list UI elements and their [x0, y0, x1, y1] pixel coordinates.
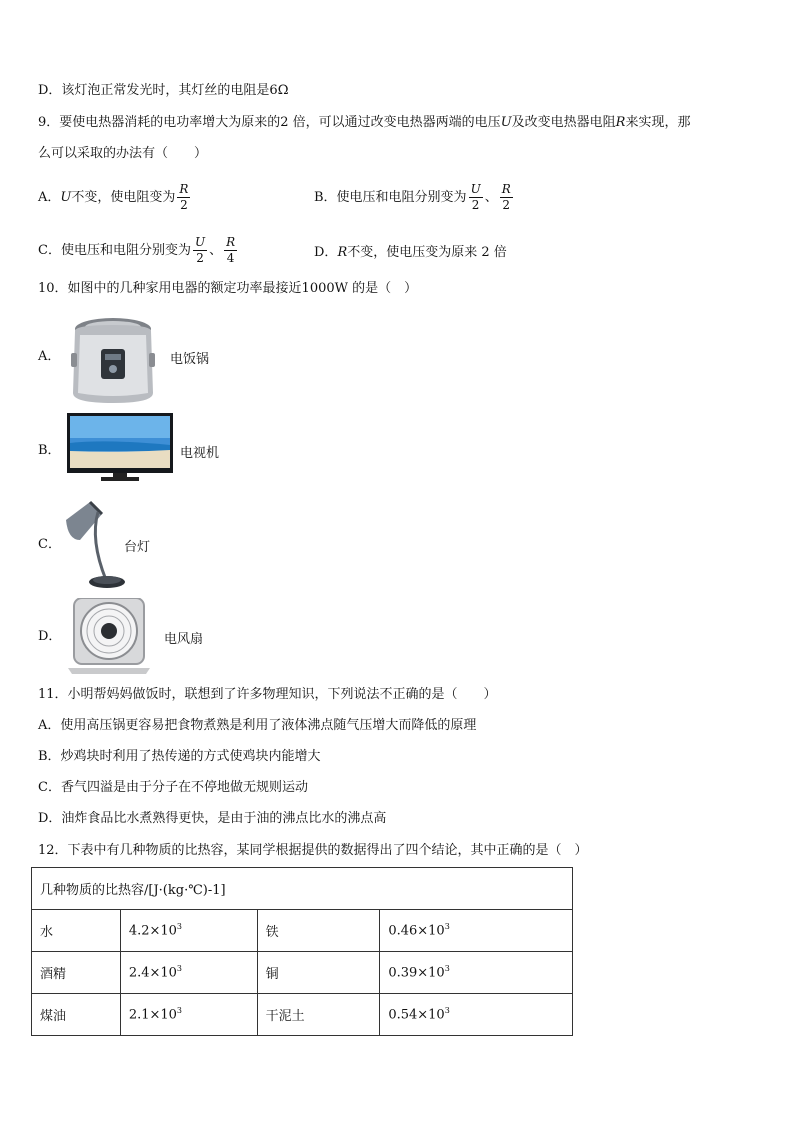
table-cell-material: 酒精 — [32, 952, 121, 994]
q9-option-d-text: 不变，使电压变为原来 2 倍 — [347, 245, 507, 260]
table-cell-material: 铜 — [257, 952, 380, 994]
table-cell-value: $0.54\times 10^3$ — [380, 994, 573, 1036]
q9-option-b-text: B．使电压和电阻分别变为 — [314, 190, 467, 205]
q9-option-a — [38, 183, 192, 212]
q9-var-r: R — [615, 115, 626, 130]
q9-option-a-text: 不变，使电阻变为 — [71, 190, 176, 205]
q9-stem-b: 及改变电热器电阻 — [511, 115, 616, 130]
q9-stem-c: 来实现，那 — [625, 115, 691, 130]
fraction-u-over-2: $\frac{U}{2}$ — [194, 235, 206, 265]
q9-option-c-text: C．使电压和电阻分别变为 — [38, 243, 191, 258]
table-cell-value: $0.46\times 10^3$ — [380, 910, 573, 952]
electric-fan-image — [68, 598, 150, 674]
specific-heat-table — [31, 867, 573, 1036]
q10-option-a-name: 电饭锅 — [170, 352, 210, 367]
table-row — [32, 952, 573, 994]
q10-option-a-letter: A． — [38, 349, 61, 364]
table-cell-material: 水 — [32, 910, 121, 952]
table-cell-material: 煤油 — [32, 994, 121, 1036]
table-row — [32, 910, 573, 952]
q11-option-c: C．香气四溢是由于分子在不停地做无规则运动 — [38, 780, 308, 795]
desk-lamp-image — [60, 500, 128, 590]
q8-option-d: D．该灯泡正常发光时，其灯丝的电阻是6Ω — [38, 83, 289, 98]
q9-option-d — [314, 244, 507, 262]
q9-option-c: C．使电压和电阻分别变为 $\frac{U}{2}$ 、 $\frac{R}{4}$ — [38, 235, 236, 265]
q10-option-b-letter: B． — [38, 443, 61, 458]
table-cell-value: $0.39\times 10^3$ — [380, 952, 573, 994]
q10-option-b-name: 电视机 — [180, 446, 220, 461]
table-cell-value: $2.4\times 10^3$ — [120, 952, 257, 994]
table-title: 几种物质的比热容/[J·(kg·℃)-1] — [32, 868, 573, 910]
q11-stem: 11．小明帮妈妈做饭时，联想到了许多物理知识，下列说法不正确的是（ ） — [38, 687, 497, 702]
q9-option-d-letter: D． — [314, 245, 338, 260]
q11-option-d: D．油炸食品比水煮熟得更快，是由于油的沸点比水的沸点高 — [38, 811, 387, 826]
rice-cooker-image — [66, 313, 161, 407]
q9-option-a-var: U — [60, 190, 72, 205]
television-image — [67, 413, 173, 483]
table-cell-value: $4.2\times 10^3$ — [120, 910, 257, 952]
q10-option-c-letter: C． — [38, 537, 61, 552]
table-cell-value: $2.1\times 10^3$ — [120, 994, 257, 1036]
fraction-r-over-2: $\frac{R}{2}$ — [179, 182, 189, 212]
q12-stem: 12．下表中有几种物质的比热容，某同学根据提供的数据得出了四个结论，其中正确的是（ ） — [38, 843, 588, 858]
fraction-u-over-2: $\frac{U}{2}$ — [470, 182, 481, 212]
table-cell-material: 铁 — [257, 910, 380, 952]
table-row — [32, 994, 573, 1036]
q9-var-u: U — [500, 115, 512, 130]
q9-stem-a: 9．要使电热器消耗的电功率增大为原来的2 倍，可以通过改变电热器两端的电压 — [38, 115, 501, 130]
q10-option-d-letter: D． — [38, 629, 62, 644]
q10-option-c-name: 台灯 — [124, 540, 151, 555]
q9-option-b: B．使电压和电阻分别变为 $\frac{U}{2}$ 、 $\frac{R}{2}$ — [314, 182, 511, 212]
q11-option-b: B．炒鸡块时利用了热传递的方式使鸡块内能增大 — [38, 749, 321, 764]
q10-stem: 10．如图中的几种家用电器的额定功率最接近1000W 的是（ ） — [38, 281, 418, 296]
q9-stem-line1 — [38, 114, 690, 132]
fraction-r-over-2: $\frac{R}{2}$ — [501, 182, 511, 212]
q10-option-d-name: 电风扇 — [164, 632, 204, 647]
q9-option-d-var: R — [337, 245, 348, 260]
q11-option-a: A．使用高压锅更容易把食物煮熟是利用了液体沸点随气压增大而降低的原理 — [38, 718, 477, 733]
fraction-r-over-4: $\frac{R}{4}$ — [226, 235, 236, 265]
q9-stem-line2: 么可以采取的办法有（ ） — [38, 146, 208, 161]
q9-option-a-letter: A． — [38, 190, 61, 205]
table-cell-material: 干泥土 — [257, 994, 380, 1036]
